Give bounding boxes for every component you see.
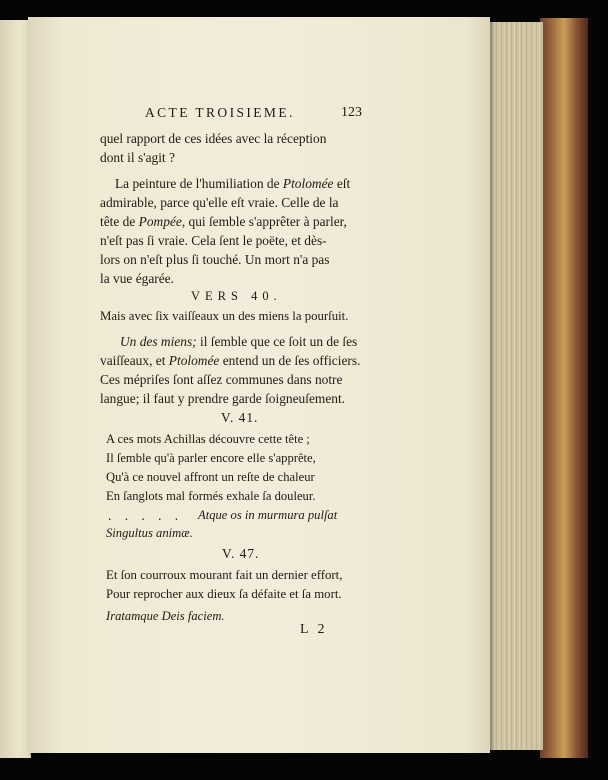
para2-line2: admirable, parce qu'elle eſt vraie. Celle de la <box>100 195 339 210</box>
left-page-edge <box>0 20 31 758</box>
para3-line2-text: vaiſſeaux, et <box>100 353 169 368</box>
para2-line3 <box>100 212 347 232</box>
para2-line1 <box>115 174 350 194</box>
para2-name-pompee: Pompée <box>138 214 182 229</box>
section-heading-vers40: VERS 40. <box>191 289 282 303</box>
section-heading-v41: V. 41. <box>221 410 259 425</box>
para2-line3-end: , qui ſemble s'apprêter à parler, <box>181 214 347 229</box>
section-heading-v47: V. 47. <box>222 546 260 561</box>
para3-name-ptolomee: Ptolomée <box>168 353 220 368</box>
para3-line4: langue; il faut y prendre garde ſoigneuſement. <box>100 391 346 406</box>
latin-quote-line3: Iratamque Deis faciem. <box>106 609 225 623</box>
book-page <box>28 17 490 753</box>
verse41-line1: A ces mots Achillas découvre cette tête ; <box>106 432 310 446</box>
para3-line2 <box>100 351 360 371</box>
verse41-line3: Qu'à ce nouvel affront un reſte de chaleur <box>106 470 315 484</box>
verse41-line4: En ſanglots mal formés exhale ſa douleur. <box>106 489 316 503</box>
para3-line3: Ces mépriſes ſont aſſez communes dans notre <box>100 372 343 387</box>
signature-mark: L 2 <box>300 622 328 637</box>
running-header: ACTE TROISIEME. <box>145 105 295 120</box>
para2-line1-end: eſt <box>333 176 351 191</box>
page-edges <box>482 22 543 750</box>
para2-line5: lors on n'eſt plus ſi touché. Un mort n'a pas <box>100 252 330 267</box>
verse41-line2: Il ſemble qu'à parler encore elle s'apprête, <box>106 451 316 465</box>
para2-line1-text: La peinture de l'humiliation de <box>115 176 283 191</box>
para3-line2-end: entend un de ſes officiers. <box>219 353 361 368</box>
latin-quote-line1: Atque os in murmura pulſat <box>198 508 338 522</box>
para3-quote: Un des miens; <box>120 334 197 349</box>
para2-line6: la vue égarée. <box>100 271 174 286</box>
para2-name-ptolomee: Ptolomée <box>282 176 334 191</box>
book-cover-edge <box>540 18 588 758</box>
latin-ellipsis: . . . . . <box>108 508 184 523</box>
para3-line1-text: il ſemble que ce ſoit un de ſes <box>196 334 358 349</box>
para1-line1: quel rapport de ces idées avec la réception <box>100 131 327 146</box>
para3-line1 <box>120 332 357 352</box>
quote-vers40: Mais avec ſix vaiſſeaux un des miens la pourſuit. <box>100 309 349 323</box>
para2-line4: n'eſt pas ſi vraie. Cela ſent le poëte, et dès- <box>100 233 327 248</box>
latin-quote-line2: Singultus animæ. <box>106 526 193 540</box>
verse47-line1: Et ſon courroux mourant fait un dernier effort, <box>106 568 343 582</box>
para2-line3-text: tête de <box>100 214 139 229</box>
para1-line2: dont il s'agit ? <box>100 150 175 165</box>
verse47-line2: Pour reprocher aux dieux ſa défaite et ſa mort. <box>106 587 342 601</box>
page-number: 123 <box>341 105 362 120</box>
